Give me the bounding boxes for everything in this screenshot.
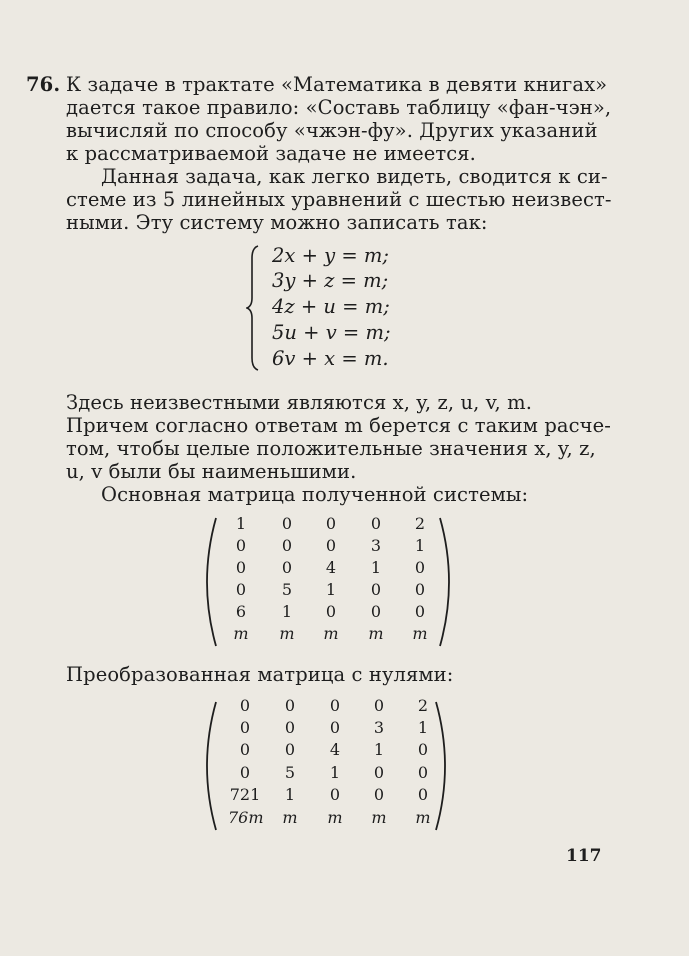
matrix1-left-paren — [196, 516, 218, 648]
matrix1-cell-r3-c1: 0 — [235, 558, 247, 577]
matrix1-cell-r4-c4: 0 — [370, 580, 382, 599]
matrix1-cell-r6-c3: m — [323, 624, 339, 643]
matrix1-right-paren — [438, 516, 460, 648]
after-line-5: Основная матрица полученной системы: — [101, 483, 529, 506]
matrix2-cell-r6-c1: 76m — [228, 808, 264, 827]
matrix2-cell-r5-c4: 0 — [373, 785, 385, 804]
matrix2-cell-r3-c4: 1 — [373, 740, 385, 759]
matrix2-cell-r4-c4: 0 — [373, 763, 385, 782]
page-number: 117 — [566, 846, 602, 866]
matrix2-caption: Преобразованная матрица с нулями: — [66, 663, 454, 686]
matrix1-cell-r2-c5: 1 — [414, 536, 426, 555]
matrix1-cell-r2-c4: 3 — [370, 536, 382, 555]
matrix1-cell-r2-c3: 0 — [325, 536, 337, 555]
matrix2-cell-r1-c5: 2 — [417, 696, 429, 715]
matrix2-cell-r1-c4: 0 — [373, 696, 385, 715]
matrix1-cell-r1-c4: 0 — [370, 514, 382, 533]
matrix2-cell-r5-c2: 1 — [284, 785, 296, 804]
matrix1-cell-r5-c1: 6 — [235, 602, 247, 621]
matrix2-cell-r2-c1: 0 — [239, 718, 251, 737]
matrix2-cell-r5-c3: 0 — [329, 785, 341, 804]
matrix2-cell-r5-c5: 0 — [417, 785, 429, 804]
matrix1-cell-r1-c5: 2 — [414, 514, 426, 533]
matrix2-cell-r6-c4: m — [371, 808, 387, 827]
matrix2-cell-r1-c2: 0 — [284, 696, 296, 715]
matrix2-cell-r2-c5: 1 — [417, 718, 429, 737]
equation-3: 4z + u = m; — [272, 295, 390, 318]
matrix2-cell-r3-c5: 0 — [417, 740, 429, 759]
matrix1-cell-r5-c4: 0 — [370, 602, 382, 621]
problem-line-4: к рассматриваемой задаче не имеется. — [66, 142, 476, 165]
matrix2-cell-r6-c2: m — [282, 808, 298, 827]
matrix2-cell-r6-c3: m — [327, 808, 343, 827]
matrix2-cell-r2-c3: 0 — [329, 718, 341, 737]
matrix1-cell-r1-c1: 1 — [235, 514, 247, 533]
matrix2-cell-r4-c1: 0 — [239, 763, 251, 782]
matrix1-cell-r6-c5: m — [412, 624, 428, 643]
matrix2-cell-r1-c3: 0 — [329, 696, 341, 715]
matrix2-cell-r1-c1: 0 — [239, 696, 251, 715]
matrix2-left-paren — [196, 700, 218, 832]
matrix1-cell-r4-c2: 5 — [281, 580, 293, 599]
matrix1-cell-r3-c2: 0 — [281, 558, 293, 577]
system-brace — [246, 244, 260, 372]
matrix1-cell-r1-c3: 0 — [325, 514, 337, 533]
matrix1-cell-r4-c5: 0 — [414, 580, 426, 599]
matrix2-cell-r2-c4: 3 — [373, 718, 385, 737]
problem-line-3: вычисляй по способу «чжэн-фу». Других указаний — [66, 119, 598, 142]
matrix2-cell-r3-c3: 4 — [329, 740, 341, 759]
matrix2-cell-r2-c2: 0 — [284, 718, 296, 737]
matrix1-cell-r4-c3: 1 — [325, 580, 337, 599]
matrix2-cell-r3-c2: 0 — [284, 740, 296, 759]
after-line-3: том, чтобы целые положительные значения x, y, z, — [66, 437, 596, 460]
matrix1-cell-r3-c4: 1 — [370, 558, 382, 577]
matrix2-cell-r6-c5: m — [415, 808, 431, 827]
matrix2-cell-r4-c5: 0 — [417, 763, 429, 782]
matrix1-cell-r6-c2: m — [279, 624, 295, 643]
matrix2-cell-r4-c2: 5 — [284, 763, 296, 782]
matrix1-cell-r6-c4: m — [368, 624, 384, 643]
after-line-1: Здесь неизвестными являются x, y, z, u, v, m. — [66, 391, 532, 414]
matrix1-cell-r3-c5: 0 — [414, 558, 426, 577]
problem-line-7: ными. Эту систему можно записать так: — [66, 211, 488, 234]
matrix1-cell-r5-c3: 0 — [325, 602, 337, 621]
problem-line-2: дается такое правило: «Составь таблицу «фан-чэн», — [66, 96, 612, 119]
problem-line-1: К задаче в трактате «Математика в девяти книгах» — [66, 73, 608, 96]
after-line-2: Причем согласно ответам m берется с таким расче- — [66, 414, 611, 437]
matrix1-cell-r2-c2: 0 — [281, 536, 293, 555]
matrix1-cell-r4-c1: 0 — [235, 580, 247, 599]
problem-line-6: стеме из 5 линейных уравнений с шестью неизвест- — [66, 188, 612, 211]
matrix2-cell-r3-c1: 0 — [239, 740, 251, 759]
matrix1-cell-r2-c1: 0 — [235, 536, 247, 555]
problem-number: 76. — [26, 73, 61, 96]
equation-1: 2x + y = m; — [272, 244, 389, 267]
after-line-4: u, v были бы наименьшими. — [66, 460, 357, 483]
equation-4: 5u + v = m; — [272, 321, 391, 344]
matrix2-cell-r4-c3: 1 — [329, 763, 341, 782]
matrix1-cell-r6-c1: m — [233, 624, 249, 643]
matrix1-cell-r5-c2: 1 — [281, 602, 293, 621]
matrix2-cell-r5-c1: 721 — [229, 785, 261, 804]
matrix1-cell-r5-c5: 0 — [414, 602, 426, 621]
matrix1-cell-r3-c3: 4 — [325, 558, 337, 577]
problem-line-5: Данная задача, как легко видеть, сводится к си- — [101, 165, 608, 188]
equation-2: 3y + z = m; — [272, 269, 389, 292]
equation-5: 6v + x = m. — [272, 347, 389, 370]
matrix1-cell-r1-c2: 0 — [281, 514, 293, 533]
